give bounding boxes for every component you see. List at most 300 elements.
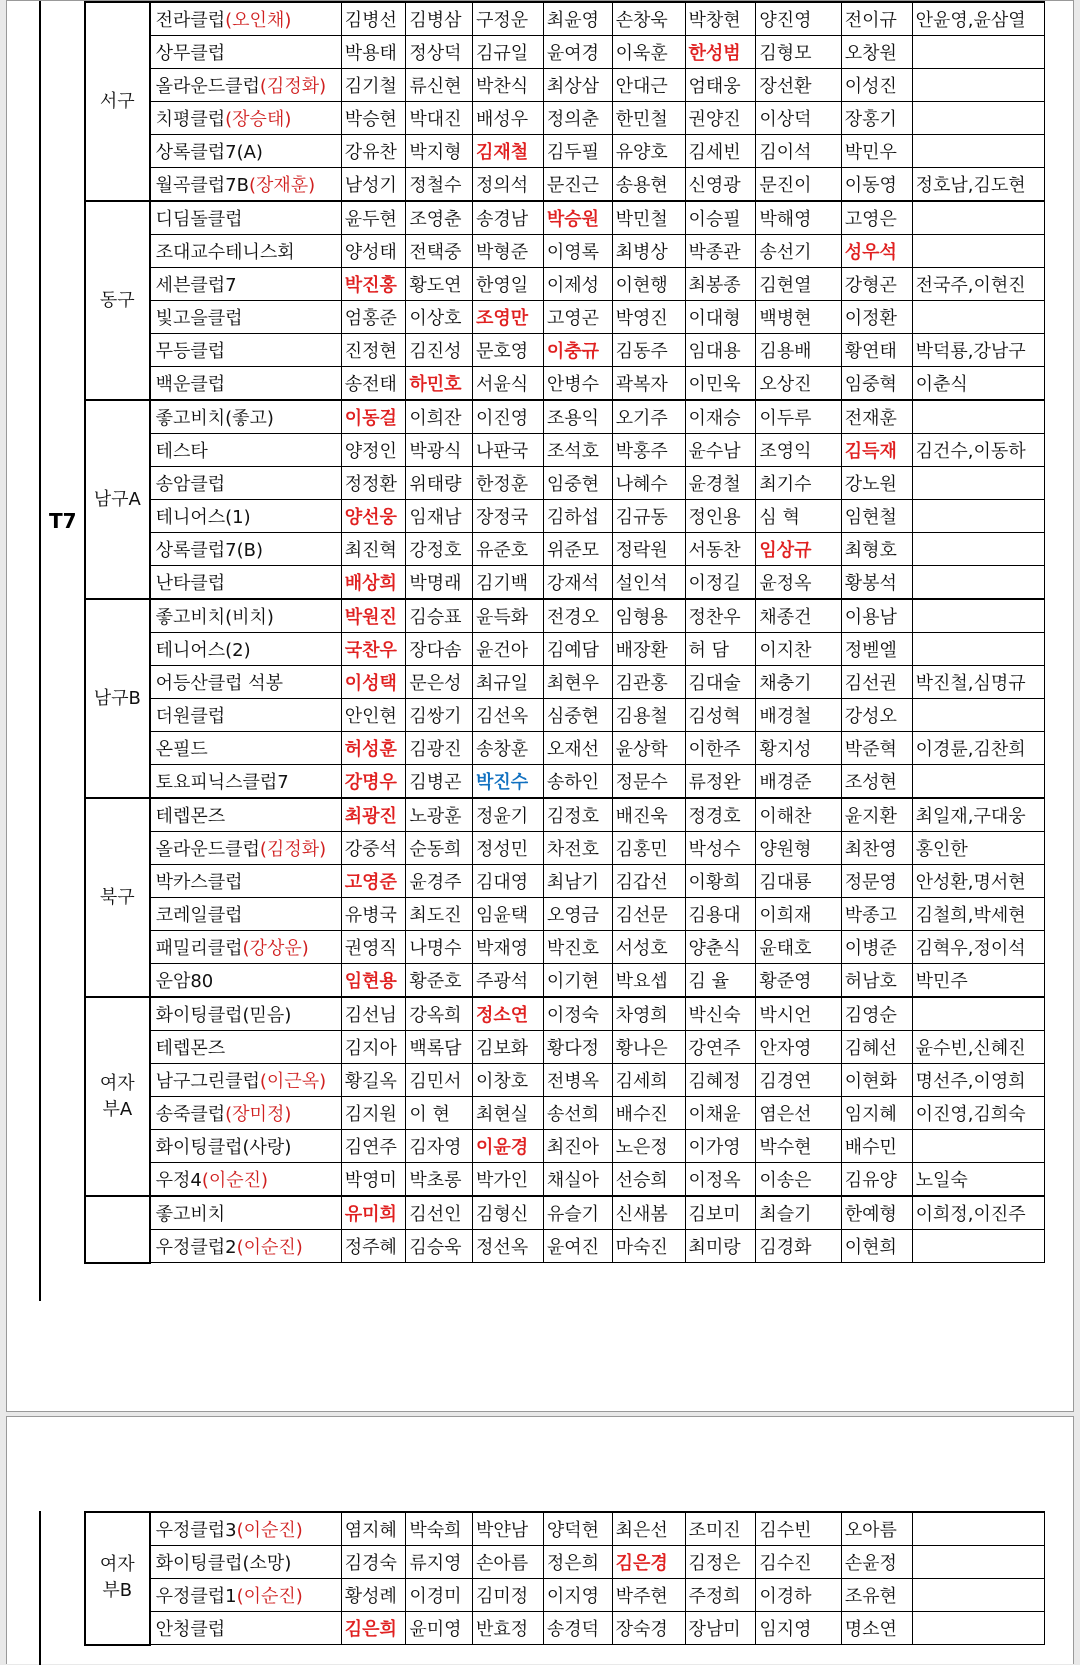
member-cell: 최진혁 — [341, 533, 406, 566]
member-cell: 류정완 — [685, 765, 756, 799]
member-cell: 신영광 — [685, 168, 756, 202]
member-cell: 나혜수 — [612, 467, 685, 500]
member-cell: 윤두현 — [341, 201, 406, 235]
member-cell: 송경덕 — [543, 1612, 612, 1645]
member-cell: 김두필 — [543, 135, 612, 168]
member-cell: 서성호 — [612, 931, 685, 964]
member-cell: 김진성 — [406, 334, 473, 367]
member-cell: 김병선 — [341, 2, 406, 36]
member-cell: 정상덕 — [406, 36, 473, 69]
member-cell: 김예담 — [543, 633, 612, 666]
member-cell: 김승욱 — [406, 1230, 473, 1263]
member-cell: 한민철 — [612, 102, 685, 135]
reserve-members-cell — [912, 1130, 1044, 1163]
region-cell: 여자 부A — [85, 997, 150, 1196]
club-row — [85, 69, 1045, 102]
member-cell: 권양진 — [685, 102, 756, 135]
member-cell: 박민철 — [612, 201, 685, 235]
member-cell: 박진호 — [543, 931, 612, 964]
member-cell: 유미희 — [341, 1196, 406, 1230]
reserve-members-cell: 이희정,이진주 — [912, 1196, 1044, 1230]
member-cell: 오영금 — [543, 898, 612, 931]
member-cell: 김경연 — [756, 1064, 841, 1097]
member-cell: 정은희 — [543, 1546, 612, 1579]
tier-label: T7 — [49, 509, 77, 533]
member-cell: 김관홍 — [612, 666, 685, 699]
member-cell: 조영만 — [473, 301, 544, 334]
club-row — [85, 964, 1045, 998]
club-name: 우정클럽3 — [155, 1520, 237, 1541]
member-cell: 김지원 — [341, 1097, 406, 1130]
club-row — [85, 931, 1045, 964]
reserve-members-cell: 박진철,심명규 — [912, 666, 1044, 699]
club-name-cell — [150, 1097, 342, 1130]
member-cell: 이지찬 — [756, 633, 841, 666]
member-cell: 이상덕 — [756, 102, 841, 135]
member-cell: 오아름 — [841, 1512, 912, 1546]
reserve-members-cell — [912, 599, 1044, 633]
member-cell: 송하인 — [543, 765, 612, 799]
member-cell: 마숙진 — [612, 1230, 685, 1263]
club-row — [85, 1512, 1045, 1546]
club-name: 상무클럽 — [155, 43, 226, 64]
member-cell: 한예형 — [841, 1196, 912, 1230]
club-row — [85, 1546, 1045, 1579]
club-name-cell — [150, 1612, 342, 1645]
member-cell: 임형용 — [612, 599, 685, 633]
reserve-members-cell — [912, 633, 1044, 666]
member-cell: 이윤경 — [473, 1130, 544, 1163]
member-cell: 나명수 — [406, 931, 473, 964]
reserve-members-cell — [912, 301, 1044, 334]
club-row — [85, 1163, 1045, 1197]
club-name: 빛고을클럽 — [155, 308, 243, 329]
club-captain: (김정화) — [259, 839, 327, 860]
member-cell: 서동찬 — [685, 533, 756, 566]
member-cell: 박지형 — [406, 135, 473, 168]
member-cell: 박성수 — [685, 832, 756, 865]
club-row — [85, 765, 1045, 799]
member-cell: 이기현 — [543, 964, 612, 998]
member-cell: 김세빈 — [685, 135, 756, 168]
member-cell: 안대근 — [612, 69, 685, 102]
member-cell: 염은선 — [756, 1097, 841, 1130]
club-name-cell — [150, 798, 342, 832]
member-cell: 조유현 — [841, 1579, 912, 1612]
club-name-cell — [150, 997, 342, 1031]
club-row — [85, 566, 1045, 600]
member-cell: 정찬우 — [685, 599, 756, 633]
member-cell: 박명래 — [406, 566, 473, 600]
member-cell: 양정인 — [341, 434, 406, 467]
member-cell: 김지아 — [341, 1031, 406, 1064]
member-cell: 김쌍기 — [406, 699, 473, 732]
club-row — [85, 367, 1045, 401]
reserve-members-cell — [912, 400, 1044, 434]
club-row — [85, 301, 1045, 334]
member-cell: 김재철 — [473, 135, 544, 168]
member-cell: 이지영 — [543, 1579, 612, 1612]
club-name-cell — [150, 268, 342, 301]
member-cell: 황봉석 — [841, 566, 912, 600]
reserve-members-cell — [912, 500, 1044, 533]
club-captain: (이근옥) — [259, 1071, 327, 1092]
club-name-cell — [150, 832, 342, 865]
member-cell: 임지혜 — [841, 1097, 912, 1130]
member-cell: 김선인 — [406, 1196, 473, 1230]
club-name-cell — [150, 765, 342, 799]
member-cell: 심 혁 — [756, 500, 841, 533]
club-name: 올라운드클럽 — [155, 76, 260, 97]
member-cell: 김대룡 — [756, 865, 841, 898]
member-cell: 양덕현 — [543, 1512, 612, 1546]
club-name: 더원클럽 — [155, 706, 226, 727]
member-cell: 엄태웅 — [685, 69, 756, 102]
member-cell: 정주혜 — [341, 1230, 406, 1263]
member-cell: 김득재 — [841, 434, 912, 467]
member-cell: 박홍주 — [612, 434, 685, 467]
member-cell: 정윤기 — [473, 798, 544, 832]
club-name-cell — [150, 1579, 342, 1612]
club-row — [85, 599, 1045, 633]
member-cell: 김기철 — [341, 69, 406, 102]
club-name: 난타클럽 — [155, 573, 226, 594]
club-name: 안청클럽 — [155, 1619, 226, 1640]
club-row — [85, 1579, 1045, 1612]
member-cell: 최남기 — [543, 865, 612, 898]
member-cell: 안병수 — [543, 367, 612, 401]
member-cell: 이영록 — [543, 235, 612, 268]
club-name-cell — [150, 633, 342, 666]
member-cell: 이동영 — [841, 168, 912, 202]
member-cell: 배장환 — [612, 633, 685, 666]
member-cell: 김현열 — [756, 268, 841, 301]
reserve-members-cell — [912, 135, 1044, 168]
member-cell: 황도연 — [406, 268, 473, 301]
member-cell: 박초롱 — [406, 1163, 473, 1197]
member-cell: 이정길 — [685, 566, 756, 600]
member-cell: 고영곤 — [543, 301, 612, 334]
member-cell: 노은정 — [612, 1130, 685, 1163]
member-cell: 최병상 — [612, 235, 685, 268]
club-name: 좋고비치(비치) — [155, 607, 274, 628]
member-cell: 정벧엘 — [841, 633, 912, 666]
member-cell: 박해영 — [756, 201, 841, 235]
member-cell: 양원형 — [756, 832, 841, 865]
member-cell: 임재남 — [406, 500, 473, 533]
club-captain: (이순진) — [236, 1520, 303, 1541]
member-cell: 김보미 — [685, 1196, 756, 1230]
club-name-cell — [150, 467, 342, 500]
reserve-members-cell: 김철희,박세현 — [912, 898, 1044, 931]
reserve-members-cell — [912, 1546, 1044, 1579]
member-cell: 유병국 — [341, 898, 406, 931]
club-row — [85, 201, 1045, 235]
member-cell: 최진아 — [543, 1130, 612, 1163]
member-cell: 김승표 — [406, 599, 473, 633]
member-cell: 장다솜 — [406, 633, 473, 666]
member-cell: 이상호 — [406, 301, 473, 334]
club-name: 박카스클럽 — [155, 872, 243, 893]
club-captain: (김정화) — [259, 76, 327, 97]
club-name: 올라운드클럽 — [155, 839, 260, 860]
member-cell: 임중현 — [543, 467, 612, 500]
member-cell: 국찬우 — [341, 633, 406, 666]
member-cell: 김세희 — [612, 1064, 685, 1097]
member-cell: 이 현 — [406, 1097, 473, 1130]
member-cell: 김용대 — [685, 898, 756, 931]
member-cell: 오상진 — [756, 367, 841, 401]
member-cell: 성우석 — [841, 235, 912, 268]
member-cell: 김성혁 — [685, 699, 756, 732]
member-cell: 송경남 — [473, 201, 544, 235]
club-name: 화이팅클럽(사랑) — [155, 1137, 292, 1158]
member-cell: 이희재 — [756, 898, 841, 931]
member-cell: 송창훈 — [473, 732, 544, 765]
member-cell: 강중석 — [341, 832, 406, 865]
member-cell: 장홍기 — [841, 102, 912, 135]
club-name-cell — [150, 434, 342, 467]
member-cell: 엄홍준 — [341, 301, 406, 334]
club-name: 무등클럽 — [155, 341, 226, 362]
member-cell: 허성훈 — [341, 732, 406, 765]
member-cell: 이두루 — [756, 400, 841, 434]
member-cell: 이경미 — [406, 1579, 473, 1612]
member-cell: 김이석 — [756, 135, 841, 168]
roster-table — [84, 1511, 1045, 1646]
member-cell: 오재선 — [543, 732, 612, 765]
member-cell: 윤경철 — [685, 467, 756, 500]
member-cell: 박대진 — [406, 102, 473, 135]
member-cell: 윤수남 — [685, 434, 756, 467]
member-cell: 김형신 — [473, 1196, 544, 1230]
member-cell: 윤미영 — [406, 1612, 473, 1645]
member-cell: 황준영 — [756, 964, 841, 998]
member-cell: 김미정 — [473, 1579, 544, 1612]
club-row — [85, 1064, 1045, 1097]
member-cell: 오창원 — [841, 36, 912, 69]
member-cell: 최규일 — [473, 666, 544, 699]
club-name-cell — [150, 533, 342, 566]
reserve-members-cell — [912, 36, 1044, 69]
member-cell: 박창현 — [685, 2, 756, 36]
member-cell: 김자영 — [406, 1130, 473, 1163]
member-cell: 강형곤 — [841, 268, 912, 301]
member-cell: 문진이 — [756, 168, 841, 202]
member-cell: 김정호 — [543, 798, 612, 832]
member-cell: 황지성 — [756, 732, 841, 765]
member-cell: 박광식 — [406, 434, 473, 467]
member-cell: 이용남 — [841, 599, 912, 633]
region-cell — [85, 1196, 150, 1263]
member-cell: 노광훈 — [406, 798, 473, 832]
member-cell: 윤상학 — [612, 732, 685, 765]
member-cell: 강명우 — [341, 765, 406, 799]
member-cell: 김수진 — [756, 1546, 841, 1579]
member-cell: 박원진 — [341, 599, 406, 633]
member-cell: 백병현 — [756, 301, 841, 334]
club-row — [85, 1031, 1045, 1064]
member-cell: 차전호 — [543, 832, 612, 865]
member-cell: 남성기 — [341, 168, 406, 202]
member-cell: 채실아 — [543, 1163, 612, 1197]
member-cell: 박재영 — [473, 931, 544, 964]
member-cell: 강성오 — [841, 699, 912, 732]
member-cell: 김홍민 — [612, 832, 685, 865]
member-cell: 이충규 — [543, 334, 612, 367]
member-cell: 윤여진 — [543, 1230, 612, 1263]
member-cell: 정락원 — [612, 533, 685, 566]
member-cell: 조영춘 — [406, 201, 473, 235]
member-cell: 손아름 — [473, 1546, 544, 1579]
member-cell: 이재승 — [685, 400, 756, 434]
member-cell: 최기수 — [756, 467, 841, 500]
club-name: 디딤돌클럽 — [155, 209, 243, 230]
reserve-members-cell: 김건수,이동하 — [912, 434, 1044, 467]
member-cell: 정성민 — [473, 832, 544, 865]
club-name: 테니어스(2) — [155, 640, 251, 661]
member-cell: 김용철 — [612, 699, 685, 732]
member-cell: 이정숙 — [543, 997, 612, 1031]
member-cell: 김 율 — [685, 964, 756, 998]
member-cell: 조성현 — [841, 765, 912, 799]
member-cell: 김대술 — [685, 666, 756, 699]
member-cell: 곽복자 — [612, 367, 685, 401]
member-cell: 유슬기 — [543, 1196, 612, 1230]
member-cell: 김영순 — [841, 997, 912, 1031]
member-cell: 최미랑 — [685, 1230, 756, 1263]
document-page-1 — [6, 0, 1074, 1412]
club-row — [85, 434, 1045, 467]
club-name-cell — [150, 135, 342, 168]
left-rule — [39, 1, 41, 1301]
club-captain: (강상운) — [242, 938, 309, 959]
member-cell: 김선권 — [841, 666, 912, 699]
member-cell: 이정옥 — [685, 1163, 756, 1197]
member-cell: 류지영 — [406, 1546, 473, 1579]
member-cell: 반효정 — [473, 1612, 544, 1645]
member-cell: 황준호 — [406, 964, 473, 998]
member-cell: 이현행 — [612, 268, 685, 301]
member-cell: 김용배 — [756, 334, 841, 367]
reserve-members-cell: 전국주,이현진 — [912, 268, 1044, 301]
member-cell: 설인석 — [612, 566, 685, 600]
club-name: 어등산클럽 석봉 — [155, 673, 284, 694]
member-cell: 김선옥 — [473, 699, 544, 732]
club-name: 토요피닉스클럽7 — [155, 772, 289, 793]
member-cell: 김규동 — [612, 500, 685, 533]
member-cell: 장남미 — [685, 1612, 756, 1645]
member-cell: 위준모 — [543, 533, 612, 566]
member-cell: 송선희 — [543, 1097, 612, 1130]
member-cell: 문은성 — [406, 666, 473, 699]
club-name: 온필드 — [155, 739, 208, 760]
club-name-cell — [150, 500, 342, 533]
member-cell: 박요셉 — [612, 964, 685, 998]
member-cell: 강노원 — [841, 467, 912, 500]
member-cell: 황연태 — [841, 334, 912, 367]
member-cell: 고영은 — [841, 201, 912, 235]
member-cell: 김은경 — [612, 1546, 685, 1579]
member-cell: 장선환 — [756, 69, 841, 102]
reserve-members-cell — [912, 699, 1044, 732]
member-cell: 박주현 — [612, 1579, 685, 1612]
member-cell: 조용익 — [543, 400, 612, 434]
club-name: 상록클럽7(B) — [155, 540, 263, 561]
member-cell: 김대영 — [473, 865, 544, 898]
member-cell: 이황희 — [685, 865, 756, 898]
member-cell: 김규일 — [473, 36, 544, 69]
member-cell: 윤정옥 — [756, 566, 841, 600]
member-cell: 유양호 — [612, 135, 685, 168]
club-name-cell — [150, 1064, 342, 1097]
club-name-cell — [150, 1130, 342, 1163]
member-cell: 배상희 — [341, 566, 406, 600]
member-cell: 윤태호 — [756, 931, 841, 964]
member-cell: 박종고 — [841, 898, 912, 931]
member-cell: 선승희 — [612, 1163, 685, 1197]
reserve-members-cell — [912, 1230, 1044, 1263]
member-cell: 김은희 — [341, 1612, 406, 1645]
member-cell: 조석호 — [543, 434, 612, 467]
member-cell: 박승현 — [341, 102, 406, 135]
member-cell: 이희잔 — [406, 400, 473, 434]
member-cell: 구정운 — [473, 2, 544, 36]
region-cell: 남구A — [85, 400, 150, 599]
club-name-cell — [150, 566, 342, 600]
member-cell: 임지영 — [756, 1612, 841, 1645]
member-cell: 박신숙 — [685, 997, 756, 1031]
member-cell: 임현철 — [841, 500, 912, 533]
club-row — [85, 865, 1045, 898]
reserve-members-cell: 박덕룡,강남구 — [912, 334, 1044, 367]
club-name: 테스타 — [155, 441, 208, 462]
club-name-cell — [150, 334, 342, 367]
club-name: 우정클럽1 — [155, 1586, 237, 1607]
member-cell: 김형모 — [756, 36, 841, 69]
member-cell: 이송은 — [756, 1163, 841, 1197]
member-cell: 강연주 — [685, 1031, 756, 1064]
member-cell: 김병곤 — [406, 765, 473, 799]
member-cell: 손창욱 — [612, 2, 685, 36]
member-cell: 강재석 — [543, 566, 612, 600]
club-row — [85, 102, 1045, 135]
member-cell: 백록담 — [406, 1031, 473, 1064]
club-name-cell — [150, 599, 342, 633]
member-cell: 안인현 — [341, 699, 406, 732]
member-cell: 박숙희 — [406, 1512, 473, 1546]
member-cell: 이진영 — [473, 400, 544, 434]
member-cell: 황나은 — [612, 1031, 685, 1064]
member-cell: 정선옥 — [473, 1230, 544, 1263]
member-cell: 손윤정 — [841, 1546, 912, 1579]
member-cell: 이정환 — [841, 301, 912, 334]
left-rule — [39, 1511, 41, 1665]
member-cell: 전경오 — [543, 599, 612, 633]
member-cell: 허남호 — [841, 964, 912, 998]
club-row — [85, 168, 1045, 202]
member-cell: 권영직 — [341, 931, 406, 964]
club-captain: (장재훈) — [248, 175, 316, 196]
member-cell: 배수민 — [841, 1130, 912, 1163]
member-cell: 이창호 — [473, 1064, 544, 1097]
member-cell: 신새봄 — [612, 1196, 685, 1230]
club-name: 화이팅클럽(소망) — [155, 1553, 292, 1574]
member-cell: 임상규 — [756, 533, 841, 566]
club-name-cell — [150, 102, 342, 135]
reserve-members-cell: 이춘식 — [912, 367, 1044, 401]
member-cell: 주광석 — [473, 964, 544, 998]
